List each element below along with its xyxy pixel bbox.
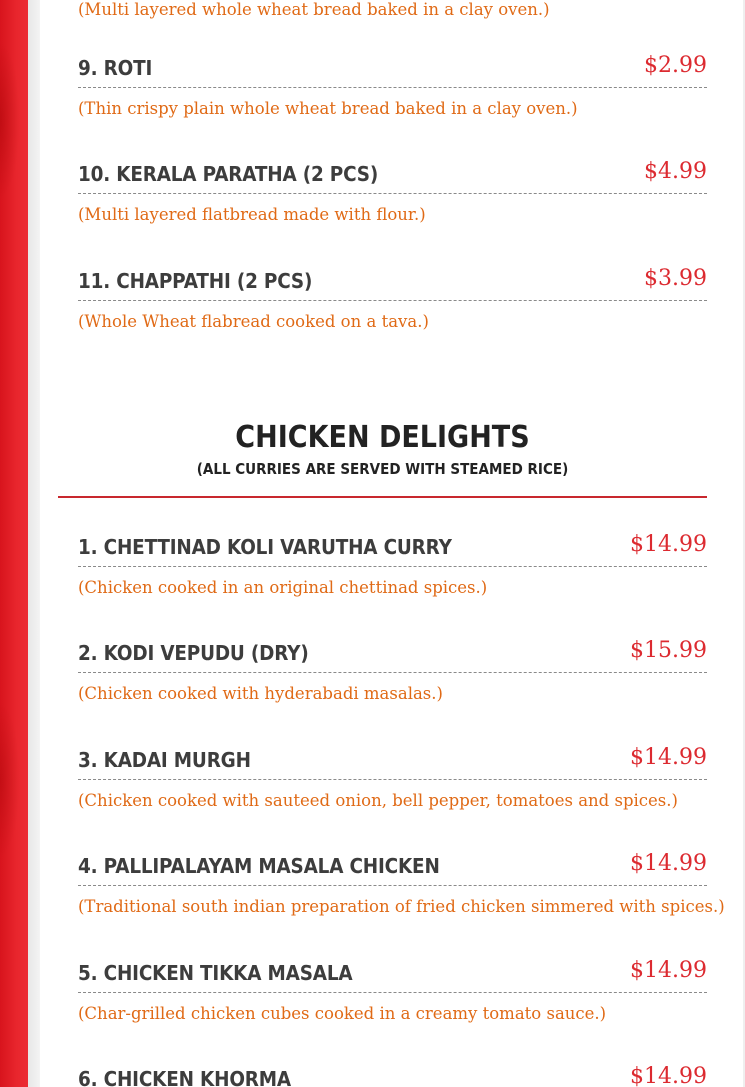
- item-price: $15.99: [630, 638, 707, 663]
- section-header-chicken-delights: [58, 418, 707, 498]
- item-description: (Chicken cooked with sauteed onion, bell pepper, tomatoes and spices.): [78, 791, 678, 810]
- item-price: $14.99: [630, 745, 707, 770]
- menu-item-chicken-khorma: [78, 1058, 707, 1087]
- item-price: $14.99: [630, 851, 707, 876]
- item-row: [78, 632, 707, 673]
- menu-item-chappathi: [78, 260, 707, 331]
- item-name: 11. CHAPPATHI (2 PCS): [78, 269, 313, 293]
- item-description: (Whole Wheat flabread cooked on a tava.): [78, 312, 429, 331]
- item-row: [78, 260, 707, 301]
- item-description: (Traditional south indian preparation of fried chicken simmered with spices.): [78, 897, 725, 916]
- item-description: (Chicken cooked with hyderabadi masalas.): [78, 684, 443, 703]
- item-row: [78, 47, 707, 88]
- item-description: (Char-grilled chicken cubes cooked in a creamy tomato sauce.): [78, 1004, 607, 1023]
- menu-item-kerala-paratha: [78, 153, 707, 224]
- item-name: 5. CHICKEN TIKKA MASALA: [78, 961, 353, 985]
- item-row: [78, 526, 707, 567]
- item-row: [78, 845, 707, 886]
- section-title: CHICKEN DELIGHTS: [235, 420, 530, 455]
- item-row: [78, 153, 707, 194]
- item-price: $14.99: [630, 958, 707, 983]
- item-description: (Chicken cooked in an original chettinad spices.): [78, 578, 488, 597]
- item-name: 3. KADAI MURGH: [78, 748, 251, 772]
- item-row: [78, 739, 707, 780]
- menu-item-roti: [78, 47, 707, 118]
- item-name: 2. KODI VEPUDU (DRY): [78, 641, 309, 665]
- left-gray-border: [28, 0, 40, 1087]
- item-row: [78, 1058, 707, 1087]
- menu-item-pallipalayam-masala-chicken: [78, 845, 725, 916]
- item-name: 4. PALLIPALAYAM MASALA CHICKEN: [78, 854, 440, 878]
- item-price: $4.99: [644, 159, 707, 184]
- item-price: $2.99: [644, 53, 707, 78]
- menu-item-chettinad-koli: [78, 526, 707, 597]
- menu-item-kadai-murgh: [78, 739, 707, 810]
- left-red-border: [0, 0, 28, 1087]
- menu-item-chicken-tikka-masala: [78, 952, 707, 1023]
- item-name: 9. ROTI: [78, 56, 153, 80]
- item-description: (Multi layered flatbread made with flour.): [78, 205, 426, 224]
- item-name: 6. CHICKEN KHORMA: [78, 1067, 291, 1087]
- item-price: $14.99: [630, 1064, 707, 1087]
- item-price: $14.99: [630, 532, 707, 557]
- item-description: (Multi layered whole wheat bread baked in a clay oven.): [78, 0, 550, 19]
- menu-item-kodi-vepudu: [78, 632, 707, 703]
- section-subtitle: (ALL CURRIES ARE SERVED WITH STEAMED RICE): [196, 460, 569, 478]
- item-name: 10. KERALA PARATHA (2 PCS): [78, 162, 379, 186]
- item-row: [78, 952, 707, 993]
- item-name: 1. CHETTINAD KOLI VARUTHA CURRY: [78, 535, 452, 559]
- item-price: $3.99: [644, 266, 707, 291]
- item-description: (Thin crispy plain whole wheat bread baked in a clay oven.): [78, 99, 578, 118]
